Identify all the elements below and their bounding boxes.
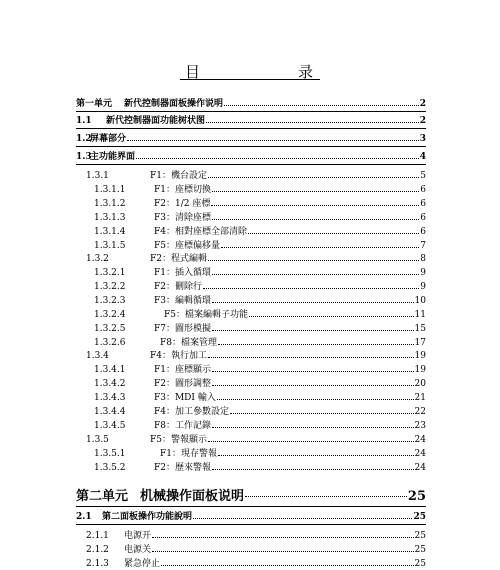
toc-entry[interactable] — [94, 281, 426, 293]
toc-entry-page: 10 — [414, 296, 426, 306]
title-underline — [180, 79, 320, 80]
section-separator — [76, 128, 426, 129]
toc-entry-title: F7：圖形模擬 — [154, 324, 211, 334]
toc-entry[interactable] — [76, 98, 426, 110]
toc-entry-number: 2.1.2 — [86, 545, 109, 555]
toc-entry-number: 1.3.5.2 — [94, 463, 126, 473]
toc-entry-title: F5：座標偏移量 — [154, 241, 220, 251]
toc-entry-number: 1.3.4.5 — [94, 421, 126, 431]
toc-entry-number: 1.3.4.1 — [94, 365, 126, 375]
toc-dot-leader — [208, 434, 414, 442]
toc-entry-title: F3：MDI 輸入 — [154, 393, 216, 403]
toc-entry-number: 1.3.2.1 — [94, 268, 126, 278]
toc-dot-leader — [208, 170, 419, 178]
toc-dot-leader — [230, 406, 414, 414]
toc-entry-number: 1.3.2.2 — [94, 282, 126, 292]
toc-dot-leader — [218, 448, 414, 456]
toc-dot-leader — [161, 558, 414, 566]
section-separator — [76, 146, 426, 147]
toc-entry-number: 1.3.2.5 — [94, 324, 126, 334]
toc-entry-number: 1.3.1.3 — [94, 213, 126, 223]
toc-entry-page: 11 — [414, 310, 426, 320]
toc-entry-title: F8：工作記錄 — [154, 421, 211, 431]
toc-entry-page: 22 — [414, 407, 426, 417]
toc-entry-title: F3：清除座標 — [154, 213, 211, 223]
toc-title-char-1: 目 — [185, 63, 201, 81]
toc-dot-leader — [127, 133, 419, 141]
toc-dot-leader — [212, 462, 414, 470]
toc-entry[interactable] — [94, 392, 426, 404]
toc-entry-number: 1.3.2.4 — [94, 310, 126, 320]
toc-entry-title: F1：插入循環 — [154, 268, 211, 278]
toc-entry-number: 2.1.1 — [86, 531, 109, 541]
section-separator — [76, 506, 426, 507]
section-separator — [76, 524, 426, 525]
toc-entry-page: 6 — [420, 213, 426, 223]
toc-entry[interactable] — [94, 226, 426, 238]
toc-dot-leader — [211, 198, 419, 206]
toc-entry-page: 25 — [414, 545, 426, 555]
section-separator — [76, 111, 426, 112]
toc-entry-number: 1.3.1.1 — [94, 185, 126, 195]
toc-entry-number: 1.3.2.3 — [94, 296, 126, 306]
toc-entry-title: 屏幕部分 — [90, 134, 127, 144]
toc-entry-title: 紧急停止 — [124, 559, 161, 569]
toc-entry-page: 4 — [419, 152, 426, 162]
toc-entry-title: 主功能界面 — [90, 152, 136, 162]
toc-entry[interactable] — [94, 309, 426, 321]
toc-entry-title: 新代控制器面功能树状图 — [106, 116, 206, 126]
toc-entry[interactable] — [86, 530, 426, 542]
toc-entry-page: 6 — [420, 185, 426, 195]
toc-entry-title: F8：檔案管理 — [160, 338, 217, 348]
toc-entry-number: 1.3.4 — [86, 351, 109, 361]
toc-entry-page: 6 — [420, 227, 426, 237]
toc-dot-leader — [206, 115, 419, 123]
toc-entry-title: 第二面板操作功能說明 — [102, 512, 193, 522]
toc-dot-leader — [249, 309, 414, 317]
toc-entry[interactable] — [94, 295, 426, 307]
toc-entry-page: 20 — [414, 379, 426, 389]
toc-dot-leader — [152, 544, 414, 552]
toc-entry-number: 第二单元 — [76, 489, 129, 504]
toc-entry[interactable] — [86, 558, 426, 570]
toc-entry-page: 7 — [420, 241, 426, 251]
toc-dot-leader — [224, 98, 419, 106]
toc-dot-leader — [212, 295, 414, 303]
toc-entry[interactable] — [94, 378, 426, 390]
toc-entry-title: F2：刪除行 — [154, 282, 202, 292]
toc-entry-page: 24 — [414, 435, 426, 445]
toc-entry[interactable] — [94, 323, 426, 335]
toc-entry-title: F2：1/2 座標 — [154, 199, 211, 209]
toc-entry-page: 8 — [420, 254, 426, 264]
section-separator — [76, 164, 426, 165]
toc-entry-page: 6 — [420, 199, 426, 209]
toc-dot-leader — [212, 212, 419, 220]
toc-entry-page: 19 — [414, 365, 426, 375]
toc-entry-title: F1：機台設定 — [150, 171, 207, 181]
toc-entry-number: 1.3.4.3 — [94, 393, 126, 403]
toc-entry-title: F2：歷來警報 — [154, 463, 211, 473]
toc-entry-page: 3 — [419, 134, 426, 144]
toc-entry-title: F5：警報顯示 — [150, 435, 207, 445]
toc-entry-number: 第一单元 — [76, 99, 113, 109]
toc-entry[interactable] — [94, 240, 426, 252]
toc-entry-title: 机械操作面板说明 — [140, 489, 245, 504]
toc-entry-page: 9 — [420, 282, 426, 292]
toc-entry[interactable] — [86, 253, 426, 265]
toc-dot-leader — [152, 530, 414, 538]
toc-dot-leader — [248, 226, 419, 234]
toc-entry-page: 25 — [414, 559, 426, 569]
toc-entry-title: F2：圖形調整 — [154, 379, 211, 389]
toc-dot-leader — [212, 364, 414, 372]
toc-entry[interactable] — [76, 115, 426, 127]
toc-entry-number: 2.1 — [76, 512, 92, 522]
toc-dot-leader — [212, 184, 419, 192]
toc-entry-number: 1.3.5.1 — [94, 449, 126, 459]
toc-entry-page: 5 — [420, 171, 426, 181]
toc-dot-leader — [212, 420, 414, 428]
toc-dot-leader — [217, 392, 414, 400]
toc-dot-leader — [136, 151, 419, 159]
toc-dot-leader — [245, 489, 407, 497]
toc-entry-page: 17 — [414, 338, 426, 348]
toc-entry[interactable] — [94, 198, 426, 210]
toc-entry-page: 2 — [419, 116, 426, 126]
toc-entry[interactable] — [76, 151, 426, 163]
toc-entry-title: 电源开 — [124, 531, 152, 541]
toc-dot-leader — [212, 323, 414, 331]
toc-entry-number: 1.2 — [76, 134, 92, 144]
toc-entry[interactable] — [86, 170, 426, 182]
toc-entry[interactable] — [86, 544, 426, 556]
toc-entry[interactable] — [94, 420, 426, 432]
toc-entry[interactable] — [76, 511, 426, 523]
toc-entry[interactable] — [94, 267, 426, 279]
toc-dot-leader — [193, 511, 412, 519]
toc-entry-title: F5：檔案編輯子功能 — [164, 310, 248, 320]
toc-entry-title: 新代控制器面板操作说明 — [124, 99, 224, 109]
toc-entry-page: 9 — [420, 268, 426, 278]
toc-entry[interactable] — [86, 350, 426, 362]
toc-dot-leader — [203, 281, 419, 289]
toc-entry-number: 1.1 — [76, 116, 92, 126]
toc-entry-page: 2 — [419, 99, 426, 109]
toc-entry-page: 15 — [414, 324, 426, 334]
toc-entry-page: 21 — [414, 393, 426, 403]
toc-entry[interactable] — [94, 406, 426, 418]
toc-entry-page: 24 — [414, 463, 426, 473]
toc-entry-page: 19 — [414, 351, 426, 361]
toc-entry[interactable] — [94, 212, 426, 224]
toc-entry[interactable] — [94, 448, 426, 460]
toc-entry[interactable] — [94, 337, 426, 349]
toc-entry-title: F1：座標切換 — [154, 185, 211, 195]
toc-entry-title: F2：程式編輯 — [150, 254, 207, 264]
toc-entry-number: 1.3.2 — [86, 254, 109, 264]
toc-entry-page: 25 — [413, 512, 426, 522]
toc-dot-leader — [218, 337, 414, 345]
toc-entry-number: 1.3.1 — [86, 171, 109, 181]
toc-entry-number: 2.1.3 — [86, 559, 109, 569]
toc-dot-leader — [208, 253, 419, 261]
toc-entry-title: F4：相對座標全部清除 — [154, 227, 247, 237]
toc-entry-page: 25 — [414, 531, 426, 541]
toc-entry-page: 23 — [414, 421, 426, 431]
toc-dot-leader — [212, 378, 414, 386]
toc-entry-page: 24 — [414, 449, 426, 459]
toc-entry-number: 1.3.4.4 — [94, 407, 126, 417]
toc-entry[interactable] — [76, 133, 426, 145]
toc-entry-number: 1.3.1.2 — [94, 199, 126, 209]
toc-entry-title: F4：執行加工 — [150, 351, 207, 361]
toc-title — [0, 61, 500, 83]
toc-entry-page: 25 — [407, 489, 426, 504]
toc-dot-leader — [208, 350, 414, 358]
toc-dot-leader — [221, 240, 419, 248]
toc-entry-title: F4：加工參數設定 — [154, 407, 229, 417]
toc-entry[interactable] — [76, 489, 426, 505]
toc-entry-title: F1：座標顯示 — [154, 365, 211, 375]
toc-entry[interactable] — [94, 364, 426, 376]
toc-entry-title: 电源关 — [124, 545, 152, 555]
toc-entry[interactable] — [94, 462, 426, 474]
toc-title-char-2: 录 — [298, 63, 314, 81]
toc-entry-number: 1.3.1.4 — [94, 227, 126, 237]
toc-entry-title: F1：現存警報 — [160, 449, 217, 459]
toc-entry-number: 1.3.1.5 — [94, 241, 126, 251]
toc-entry-number: 1.3 — [76, 152, 92, 162]
toc-entry-title: F3：編輯循環 — [154, 296, 211, 306]
toc-dot-leader — [212, 267, 419, 275]
toc-entry-number: 1.3.5 — [86, 435, 109, 445]
toc-entry[interactable] — [94, 184, 426, 196]
toc-entry-number: 1.3.2.6 — [94, 338, 126, 348]
toc-entry[interactable] — [86, 434, 426, 446]
toc-entry-number: 1.3.4.2 — [94, 379, 126, 389]
